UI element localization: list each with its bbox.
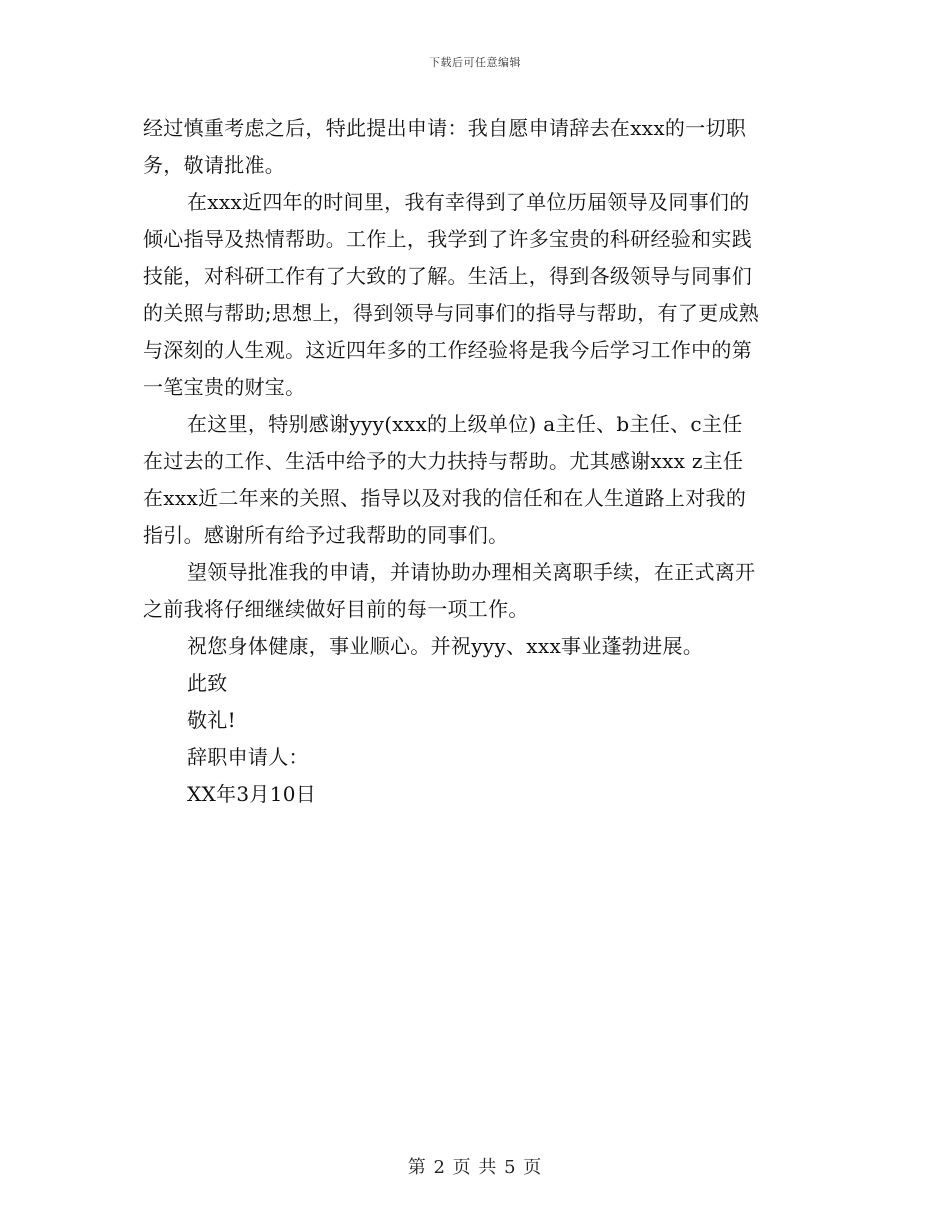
signature-date: XX年3月10日 (187, 782, 317, 806)
body-line-7: 与深刻的人生观。这近四年多的工作经验将是我今后学习工作中的第 (143, 338, 752, 362)
body-line-8: 一笔宝贵的财宝。 (143, 375, 306, 399)
signature-label: 辞职申请人： (187, 745, 309, 769)
body-line-11: 在xxx近二年来的关照、指导以及对我的信任和在人生道路上对我的 (143, 486, 747, 510)
page-header: 下载后可任意编辑 (429, 56, 521, 69)
body-line-12: 指引。感谢所有给予过我帮助的同事们。 (143, 523, 509, 547)
salutation-jingli: 敬礼! (187, 708, 236, 732)
page-number-footer: 第 2 页 共 5 页 (407, 1157, 543, 1178)
body-line-3: 在xxx近四年的时间里，我有幸得到了单位历届领导及同事们的 (187, 190, 750, 214)
body-line-5: 技能，对科研工作有了大致的了解。生活上，得到各级领导与同事们 (143, 264, 752, 288)
body-line-13: 望领导批准我的申请，并请协助办理相关离职手续，在正式离开 (187, 560, 756, 584)
body-line-2: 务，敬请批准。 (143, 153, 286, 177)
body-line-9: 在这里，特别感谢yyy(xxx的上级单位) a主任、b主任、c主任 (187, 412, 743, 436)
body-line-4: 倾心指导及热情帮助。工作上，我学到了许多宝贵的科研经验和实践 (143, 227, 752, 251)
body-line-6: 的关照与帮助;思想上，得到领导与同事们的指导与帮助，有了更成熟 (143, 301, 760, 325)
document-body (143, 110, 808, 813)
body-line-10: 在过去的工作、生活中给予的大力扶持与帮助。尤其感谢xxx z主任 (143, 449, 744, 473)
salutation-cizhi: 此致 (187, 671, 228, 695)
body-line-1: 经过慎重考虑之后，特此提出申请：我自愿申请辞去在xxx的一切职 (143, 116, 747, 140)
body-line-14: 之前我将仔细继续做好目前的每一项工作。 (143, 597, 529, 621)
closing-wishes: 祝您身体健康，事业顺心。并祝yyy、xxx事业蓬勃进展。 (187, 634, 704, 658)
